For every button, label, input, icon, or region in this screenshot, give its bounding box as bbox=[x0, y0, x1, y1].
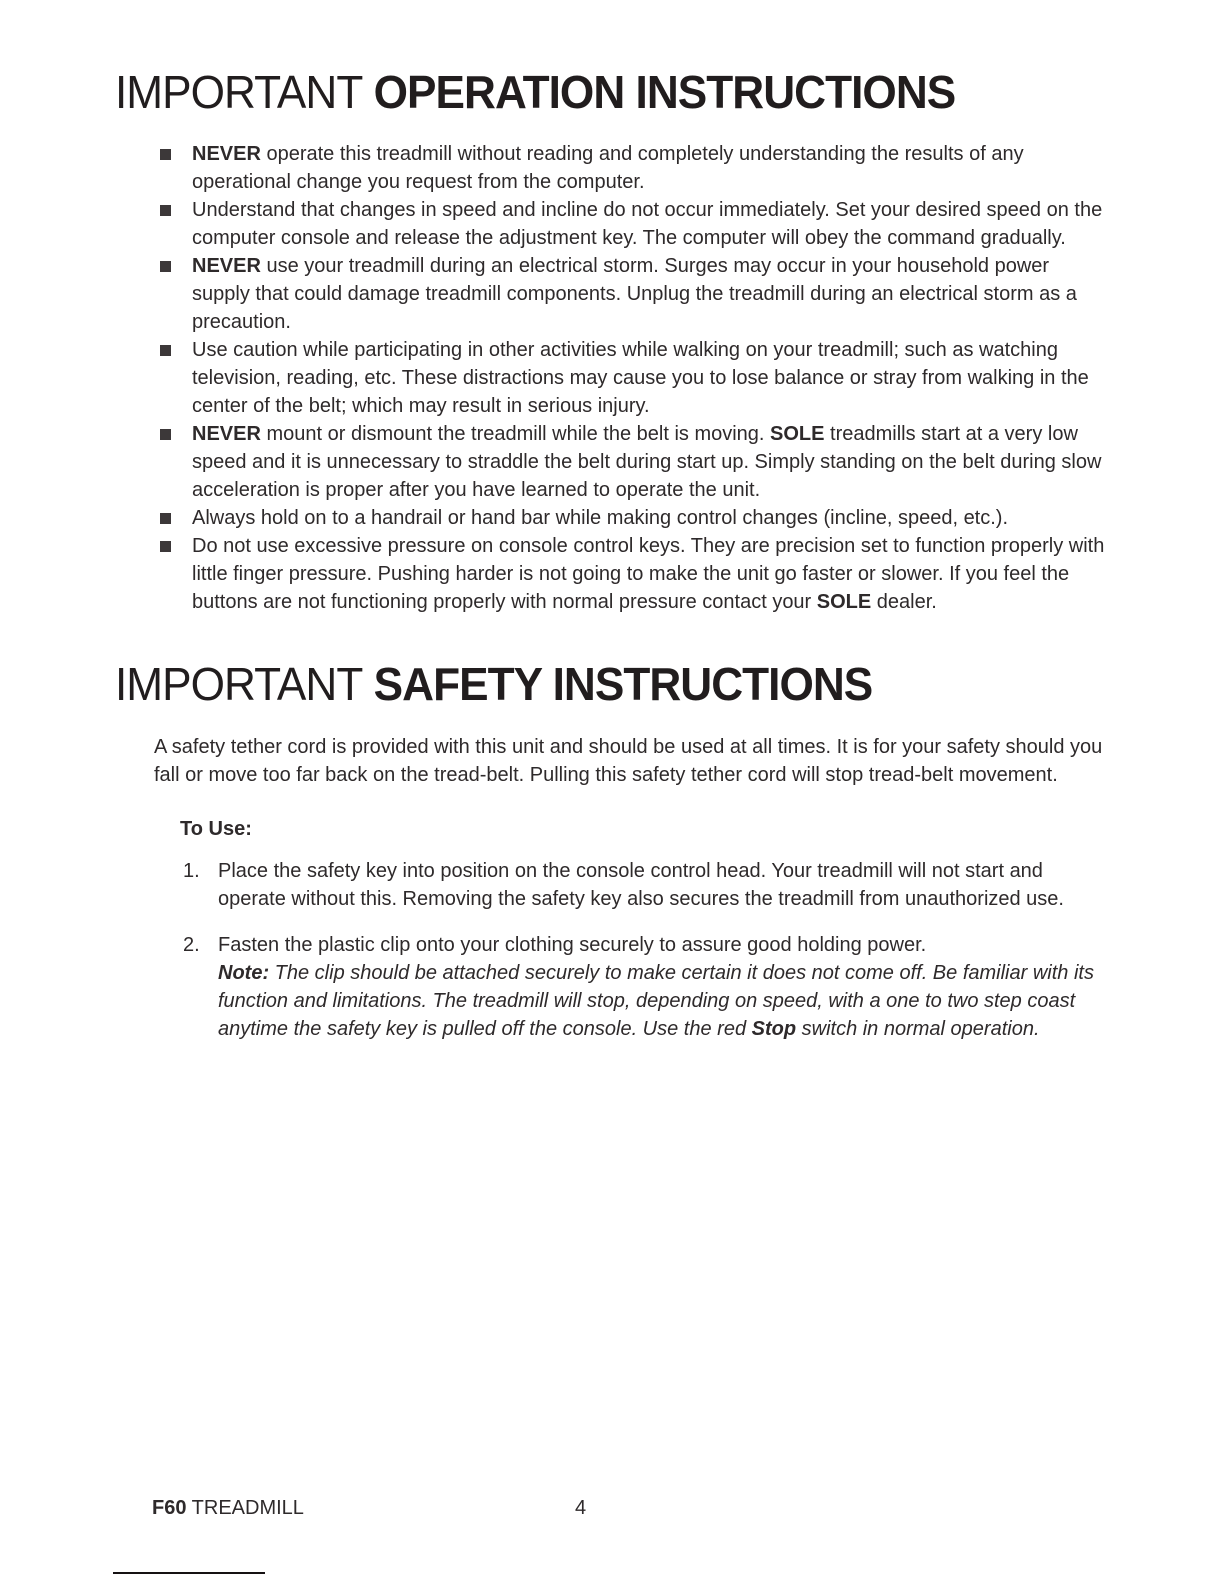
item-text bbox=[218, 931, 1109, 1043]
numbered-item bbox=[183, 931, 1109, 1043]
bullet-text: Do not use excessive pressure on console control keys. They are precision set to function properly with little finger pressure. Pushing harder is not going to make the unit go faster or slower. If you feel the buttons are not functioning properly with normal pressure contact your SOLE dealer. bbox=[192, 535, 1105, 614]
square-bullet-icon bbox=[160, 336, 192, 420]
bullet-item bbox=[160, 336, 1109, 420]
square-bullet-icon bbox=[160, 196, 192, 252]
square-bullet-icon bbox=[160, 252, 192, 336]
heading-bold-text: SAFETY INSTRUCTIONS bbox=[373, 658, 873, 711]
to-use-label: To Use: bbox=[180, 817, 252, 840]
square-bullet-icon bbox=[160, 532, 192, 616]
bullet-text: Use caution while participating in other activities while walking on your treadmill; such as watching television, reading, etc. These distractions may cause you to lose balance or stray from walking in the center of the belt; which may result in serious injury. bbox=[192, 339, 1089, 418]
footer-model bbox=[152, 1497, 304, 1519]
operation-section bbox=[115, 68, 1109, 616]
bullet-item bbox=[160, 532, 1109, 616]
heading-bold-text: OPERATION INSTRUCTIONS bbox=[373, 66, 956, 118]
safety-section bbox=[115, 660, 1109, 1042]
bullet-item bbox=[160, 140, 1109, 196]
safety-heading bbox=[115, 658, 1069, 711]
bullet-item bbox=[160, 420, 1109, 504]
to-use-block bbox=[115, 815, 1109, 1043]
bullet-item bbox=[160, 252, 1109, 336]
page-number: 4 bbox=[575, 1497, 587, 1519]
bullet-text: Always hold on to a handrail or hand bar while making control changes (incline, speed, etc.). bbox=[192, 507, 1009, 530]
safety-intro-paragraph: A safety tether cord is provided with this unit and should be used at all times. It is for your safety should you fall or move too far back on the tread-belt. Pulling this safety tether cord will stop tread-belt movement. bbox=[154, 735, 1103, 786]
bullet-text: NEVER use your treadmill during an electrical storm. Surges may occur in your household power supply that could damage treadmill components. Unplug the treadmill during an electrical storm as a precaution. bbox=[192, 255, 1077, 334]
item-text bbox=[218, 857, 1109, 913]
bullet-item bbox=[160, 196, 1109, 252]
operation-heading bbox=[115, 68, 1069, 116]
page-footer bbox=[152, 1497, 304, 1520]
item-number: 2. bbox=[183, 933, 200, 956]
footer-model-label: TREADMILL bbox=[186, 1497, 304, 1519]
square-bullet-icon bbox=[160, 420, 192, 504]
bullet-item bbox=[160, 504, 1109, 532]
footer-model-name: F60 bbox=[152, 1497, 187, 1519]
item-number: 1. bbox=[183, 859, 200, 882]
item-paragraph: Place the safety key into position on the console control head. Your treadmill will not start and operate without this. Removing the safety key also secures the treadmill from unauthorized use. bbox=[218, 859, 1064, 910]
item-paragraph: Fasten the plastic clip onto your clothing securely to assure good holding power. bbox=[218, 933, 927, 956]
bullet-text: Understand that changes in speed and incline do not occur immediately. Set your desired speed on the computer console and release the adjustment key. The computer will obey the command gradually. bbox=[192, 199, 1103, 250]
square-bullet-icon bbox=[160, 504, 192, 532]
bottom-rule bbox=[113, 1572, 265, 1574]
bullet-text: NEVER operate this treadmill without reading and completely understanding the results of any operational change you request from the computer. bbox=[192, 143, 1024, 194]
operation-bullet-list bbox=[160, 140, 1109, 616]
item-note-paragraph: Note: The clip should be attached securely to make certain it does not come off. Be familiar with its function and limitations. The treadmill will stop, depending on speed, with a one to two step coast anytime the safety key is pulled off the console. Use the red Stop switch in normal operation. bbox=[218, 961, 1094, 1040]
square-bullet-icon bbox=[160, 140, 192, 196]
heading-light-text: IMPORTANT bbox=[115, 658, 363, 711]
bullet-text: NEVER mount or dismount the treadmill while the belt is moving. SOLE treadmills start at a very low speed and it is unnecessary to straddle the belt during start up. Simply standing on the belt during slow acceleration is proper after you have learned to operate the unit. bbox=[192, 423, 1102, 502]
numbered-item bbox=[183, 857, 1109, 913]
heading-light-text: IMPORTANT bbox=[115, 66, 363, 118]
